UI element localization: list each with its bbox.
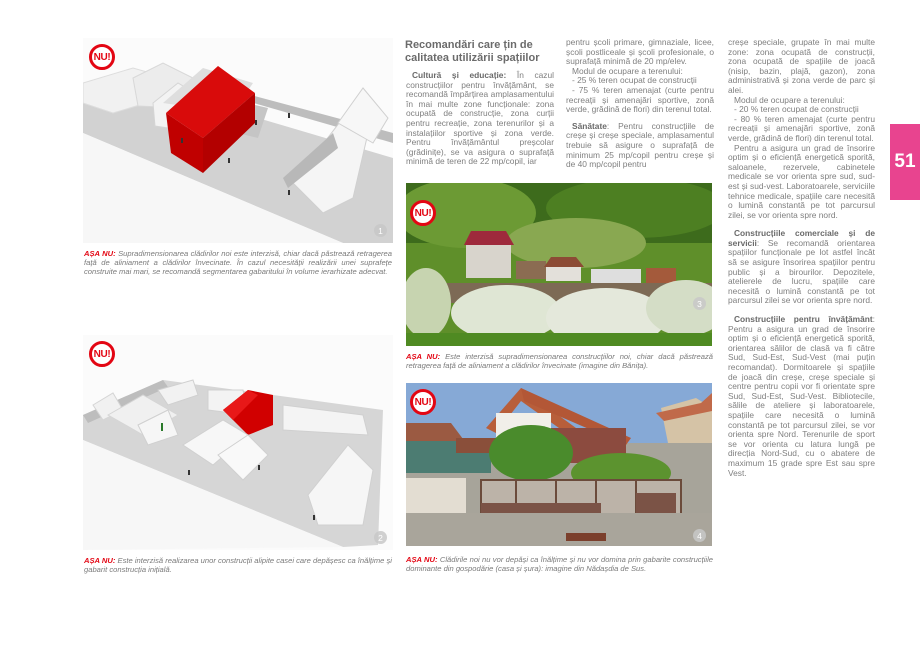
paragraph-lead: Construcțiile comerciale și de servicii — [728, 228, 875, 248]
street-render-illustration — [83, 38, 393, 243]
caption-lead: AȘA NU: — [84, 556, 116, 565]
hillside-village-photo — [406, 183, 712, 346]
paragraph-lead: Cultură și educație: — [412, 70, 507, 80]
paragraph-text: : Pentru a asigura un grad de însorire optim și o eficiență energetică sporită, orientarea sălilor de clasă va fi către Sud, Sud-Est, Sud-Vest (mai puțin recomandat). Dormitoarele și spațiile de joacă din creșe, creșe speciale și centre pentru copii vor fi orientate spre Sud, Sud-Est, Sud-Vest. Bibliotecile, sălile de ateliere și laboratoarele, spațiile care necesită o lumină constantă pe tot parcursul zilei, se vor orienta spre Nord. Terenurile de sport se vor orienta cu latura lungă pe direcția Nord-Sud, cu o abatere de maximum 15 grade spre Est sau spre Vest. — [728, 314, 875, 478]
figure-number-badge: 1 — [374, 224, 387, 237]
paragraph-lead: Construcțiile pentru învățământ — [734, 314, 873, 325]
nu-warning-badge: NU! — [410, 389, 436, 415]
paragraph-lead: Sănătate — [572, 120, 607, 131]
caption-text: Este interzisă supradimensionarea construcțiilor noi, chiar dacă păstrează retragerea față de aliniament a clădirilor învecinate (imagine din Bănița). — [406, 352, 713, 370]
paragraph: Modul de ocupare a terenului: — [572, 65, 683, 76]
text-column-2 — [566, 38, 714, 170]
section-title: Recomandări care țin de calitatea utilizării spațiilor — [405, 39, 540, 64]
paragraph: Pentru a asigura un grad de însorire optim și o eficiență energetică sporită, saloanele, rezervele, cabinetele medicale se vor orienta spre sud, sud-est și sud-vest. Laboratoarele, serviciile tehnice medicale, spațiile care necesită o lumină constantă pe tot parcursul zilei, se vor orienta spre nord. — [728, 142, 875, 220]
figure-2-caption — [84, 556, 392, 574]
caption-lead: AȘA NU: — [84, 249, 116, 258]
paragraph: Modul de ocupare a terenului: — [734, 94, 845, 105]
figure-number-badge: 3 — [693, 297, 706, 310]
figure-1-render — [83, 38, 393, 243]
figure-1-caption — [84, 249, 392, 276]
street-house-photo — [406, 383, 712, 546]
caption-lead: AȘA NU: — [406, 555, 438, 564]
paragraph-text: : Pentru construcțiile de creșe și creșe speciale, amplasamentul trebuie să asigure o suprafață de minimum 25 mp/copil pentru creșe și de 40 mp/copil pentru — [566, 120, 714, 170]
nu-warning-badge: NU! — [89, 44, 115, 70]
list-item: - 75 % teren amenajat (curte pentru recreații și amenajări sportive, zonă verde, grădină de flori) din terenul total. — [566, 84, 714, 115]
figure-2-render — [83, 335, 393, 550]
figure-4-photo — [406, 383, 712, 546]
text-column-1 — [406, 71, 554, 167]
figure-3-caption — [406, 352, 713, 370]
caption-text: Clădirile noi nu vor depăși ca înălțime și nu vor domina prin gabarite construcțiile dominante din gospodărie (casa și șura): imagine din Nădașdia de Sus. — [406, 555, 714, 573]
list-item: - 20 % teren ocupat de construcții — [734, 104, 859, 115]
caption-text: Este interzisă realizarea unor construcții alipite casei care depășesc ca înălțime și gabarit construcția inițială. — [84, 556, 392, 574]
paragraph: pentru școli primare, gimnaziale, licee, școli postliceale și școli profesionale, o suprafață minimă de 20 mp/elev. — [566, 37, 714, 67]
caption-lead: AȘA NU: — [406, 352, 441, 361]
figure-3-photo — [406, 183, 712, 346]
paragraph-text: În cazul construcțiilor pentru învățământ, se recomandă împărțirea amplasamentului în mai multe zone funcționale: zona ocupată de construcție, zona curții pentru recreație, zona terenurilor și a instalațiilor sportive și zona verde. Pentru învățământul preșcolar (grădinițe), se va asigura o suprafață minimă de teren de 22 mp/copil, iar — [406, 70, 554, 167]
caption-text: Supradimensionarea clădirilor noi este interzisă, chiar dacă păstrează retragerea față de aliniament a clădirilor învecinate. În cazul necesității realizării unei suprafețe construite mai mari, se recomandă segmentarea gabaritului în volume ierarhizate adecvat. — [84, 249, 392, 276]
list-item: - 80 % teren amenajat (curte pentru recreații și amenajări sportive, zonă verde, grădină de flori) din terenul total. — [728, 113, 875, 143]
figure-4-caption — [406, 555, 713, 573]
nu-warning-badge: NU! — [410, 200, 436, 226]
courtyard-render-illustration — [83, 335, 393, 550]
text-column-3 — [728, 38, 875, 478]
figure-number-badge: 2 — [374, 531, 387, 544]
list-item: - 25 % teren ocupat de construcții — [572, 75, 697, 86]
paragraph: creșe speciale, grupate în mai multe zone: zona ocupată de construcții, zona ocupată de spațiile de joacă (nisip, bazin, plajă, gazon), zona administrativă și zona verde de parc și alei. — [728, 37, 875, 95]
paragraph-text: : Se recomandă orientarea spațiilor funcționale pe lot astfel încât să se asigure însorirea spațiilor pentru public și a birourilor. Depozitele, atelierele de lucru, spațiile care necesită o lumină constantă pe tot parcursul zilei se vor orienta spre nord. — [728, 237, 875, 306]
nu-warning-badge: NU! — [89, 341, 115, 367]
figure-number-badge: 4 — [693, 529, 706, 542]
page-number-tab: 51 — [890, 124, 920, 200]
